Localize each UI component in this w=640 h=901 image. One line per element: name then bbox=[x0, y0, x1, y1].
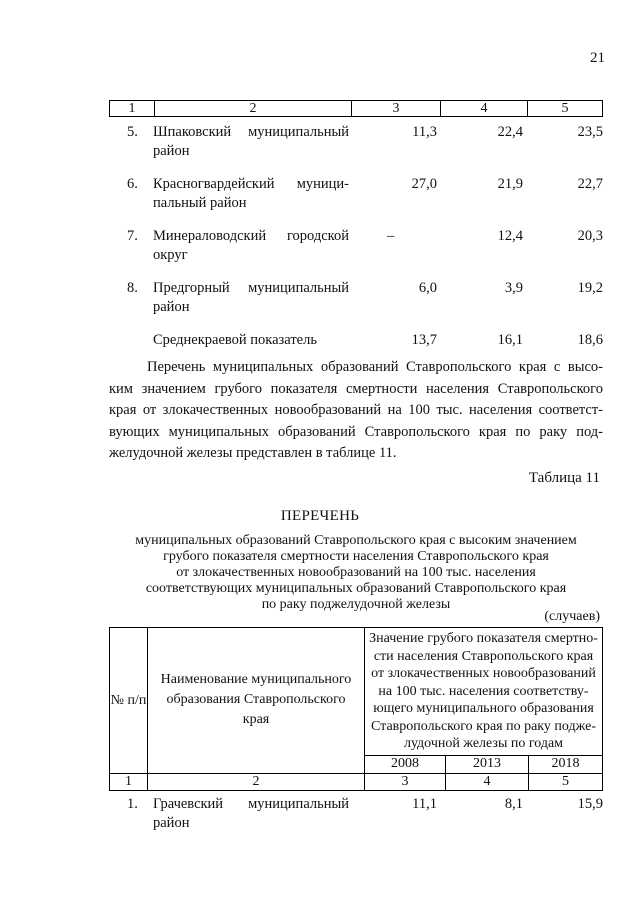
table-subtitle bbox=[109, 533, 603, 613]
average-label: Среднекраевой показатель bbox=[153, 332, 317, 348]
row-number: 7. bbox=[127, 228, 138, 244]
value-2008: – bbox=[387, 228, 395, 244]
table-11 bbox=[109, 627, 603, 791]
year-2008: 2008 bbox=[365, 755, 446, 773]
header-cell-3: 3 bbox=[352, 101, 441, 117]
numbering-cell-4: 4 bbox=[446, 773, 529, 790]
value-2018: 18,6 bbox=[577, 332, 603, 348]
value-2008: 13,7 bbox=[411, 332, 437, 348]
row-number: 5. bbox=[127, 124, 138, 140]
body-paragraph bbox=[109, 357, 603, 465]
value-2018: 23,5 bbox=[577, 124, 603, 140]
row-number: 6. bbox=[127, 176, 138, 192]
value-2013: 8,1 bbox=[504, 796, 523, 812]
col-header-number: № п/п bbox=[110, 628, 148, 774]
municipality-name: Предгорный муниципальный район bbox=[153, 280, 349, 315]
value-2018: 19,2 bbox=[577, 280, 603, 296]
header-cell-1: 1 bbox=[110, 101, 155, 117]
numbering-cell-5: 5 bbox=[529, 773, 603, 790]
subtitle-line: от злокачественных новообразований на 100 тыс. населения bbox=[176, 565, 536, 580]
municipality-name: Красногвардейский муници-пальный район bbox=[153, 176, 349, 211]
value-2008: 11,1 bbox=[412, 796, 437, 812]
units-label: (случаев) bbox=[544, 609, 600, 624]
year-2018: 2018 bbox=[529, 755, 603, 773]
value-2018: 20,3 bbox=[577, 228, 603, 244]
paragraph-text: Перечень муниципальных образований Ставропольского края с высо-ким значением грубого показателя смертности населения Ставропольского края от злокачественных новообразований на 100 тыс. населения соответст-вующих муниципальных образований Ставропольского края по раку под-желудочной железы представлен в таблице 11. bbox=[109, 359, 603, 461]
numbering-cell-1: 1 bbox=[110, 773, 148, 790]
value-2008: 6,0 bbox=[418, 280, 437, 296]
numbering-cell-2: 2 bbox=[148, 773, 365, 790]
list-heading: ПЕРЕЧЕНЬ bbox=[280, 508, 360, 524]
value-2018: 22,7 bbox=[577, 176, 603, 192]
header-cell-5: 5 bbox=[528, 101, 603, 117]
value-2013: 16,1 bbox=[497, 332, 523, 348]
value-2013: 12,4 bbox=[497, 228, 523, 244]
value-2013: 22,4 bbox=[497, 124, 523, 140]
row-number: 1. bbox=[127, 796, 138, 812]
municipality-name: Грачевский муниципальный район bbox=[153, 796, 349, 831]
numbering-cell-3: 3 bbox=[365, 773, 446, 790]
header-cell-4: 4 bbox=[441, 101, 528, 117]
value-2008: 27,0 bbox=[411, 176, 437, 192]
subtitle-line: муниципальных образований Ставропольского края с высоким значением bbox=[135, 533, 577, 548]
municipality-name: Шпаковский муниципальный район bbox=[153, 124, 349, 159]
subtitle-line: грубого показателя смертности населения Ставропольского края bbox=[163, 549, 549, 564]
page-number: 21 bbox=[590, 50, 605, 66]
header-cell-2: 2 bbox=[155, 101, 352, 117]
value-2018: 15,9 bbox=[577, 796, 603, 812]
value-2013: 3,9 bbox=[504, 280, 523, 296]
municipality-name: Минераловодский городской округ bbox=[153, 228, 349, 263]
col-header-value: Значение грубого показателя смертно-сти населения Ставропольского края от злокачественных новообразований на 100 тыс. населения соответству-ющего муниципального образования Ставропольского края по раку подже-лудочной железы по годам bbox=[365, 628, 603, 756]
value-2008: 11,3 bbox=[412, 124, 437, 140]
value-2013: 21,9 bbox=[497, 176, 523, 192]
row-number: 8. bbox=[127, 280, 138, 296]
table-continuation-header bbox=[109, 100, 603, 117]
subtitle-line: по раку поджелудочной железы bbox=[261, 597, 451, 612]
col-header-name: Наименование муниципального образования Ставропольского края bbox=[148, 628, 365, 774]
year-2013: 2013 bbox=[446, 755, 529, 773]
subtitle-line: соответствующих муниципальных образований Ставропольского края bbox=[145, 581, 567, 596]
table-label: Таблица 11 bbox=[528, 470, 600, 486]
